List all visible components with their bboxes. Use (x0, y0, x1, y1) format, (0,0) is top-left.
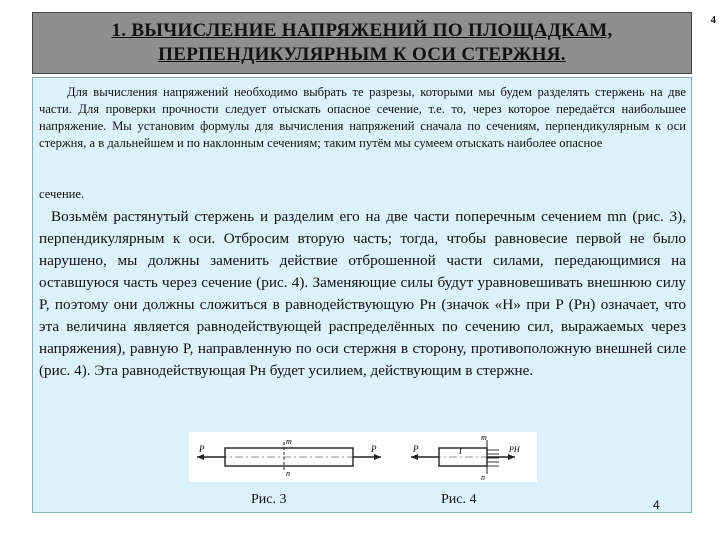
fig4-label-m: m (481, 433, 487, 442)
figure-4-rod (411, 433, 521, 482)
figures-strip (189, 432, 537, 482)
figure-3-caption: Рис. 3 (251, 492, 287, 507)
title-banner (32, 12, 692, 74)
fig3-label-m: m (286, 437, 292, 446)
fig3-label-p-left: P (199, 444, 205, 454)
fig4-label-p: P (413, 444, 419, 454)
main-paragraph: Возьмём растянутый стержень и разделим его на две части поперечным сечением mn (рис. 3), перпендикулярным к оси. Отбросим вторую часть; тогда, чтобы равновесие первой не было нарушено, мы должны заменить действие отброшенной части силами, передающимися на оставшуюся часть через сечение (рис. 4). Заменяющие силы будут уравновешивать внешнюю силу P, поэтому они должны сложиться в равнодействующую Pн (значок «Н» при P (Pн) означает, что эта величина является равнодействующей распределённых по сечению сил, выражаемых через напряжения), равную P, направленную по оси стержня в сторону, противоположную внешней силе (рис. 4). Эта равнодействующая Pн будет усилием, действующим в стержне. (39, 208, 686, 379)
fig4-label-n: n (481, 473, 485, 482)
intro-paragraph: Для вычисления напряжений необходимо выбрать те разрезы, которыми мы будем разделять стержень на две части. Для проверки прочности следует отыскать опасное сечение, т.е. то, через которое передаётся наибольшее напряжение. Мы установим формулы для вычисления напряжений сначала по сечениям, перпендикулярным к оси стержня, а в дальнейшем и по наклонным сечениям; таким путём мы сумеем отыскать наиболее опасное (39, 85, 686, 150)
content-panel (32, 77, 692, 513)
intro-paragraph-end: сечение. (39, 187, 85, 201)
footer-page-number: 4 (653, 498, 660, 512)
fig3-label-n: n (286, 469, 290, 478)
fig3-label-p-right: P (371, 444, 377, 454)
title-line-1: 1. ВЫЧИСЛЕНИЕ НАПРЯЖЕНИЙ ПО ПЛОЩАДКАМ, (111, 20, 613, 41)
corner-page-number: 4 (710, 14, 716, 26)
title-line-2: ПЕРПЕНДИКУЛЯРНЫМ К ОСИ СТЕРЖНЯ. (158, 44, 566, 65)
fig4-label-i: I (459, 447, 462, 456)
fig4-label-pn: PН (509, 445, 520, 454)
figure-4-caption: Рис. 4 (441, 492, 477, 507)
rod-diagrams (189, 432, 537, 482)
figure-3-rod (197, 437, 381, 478)
